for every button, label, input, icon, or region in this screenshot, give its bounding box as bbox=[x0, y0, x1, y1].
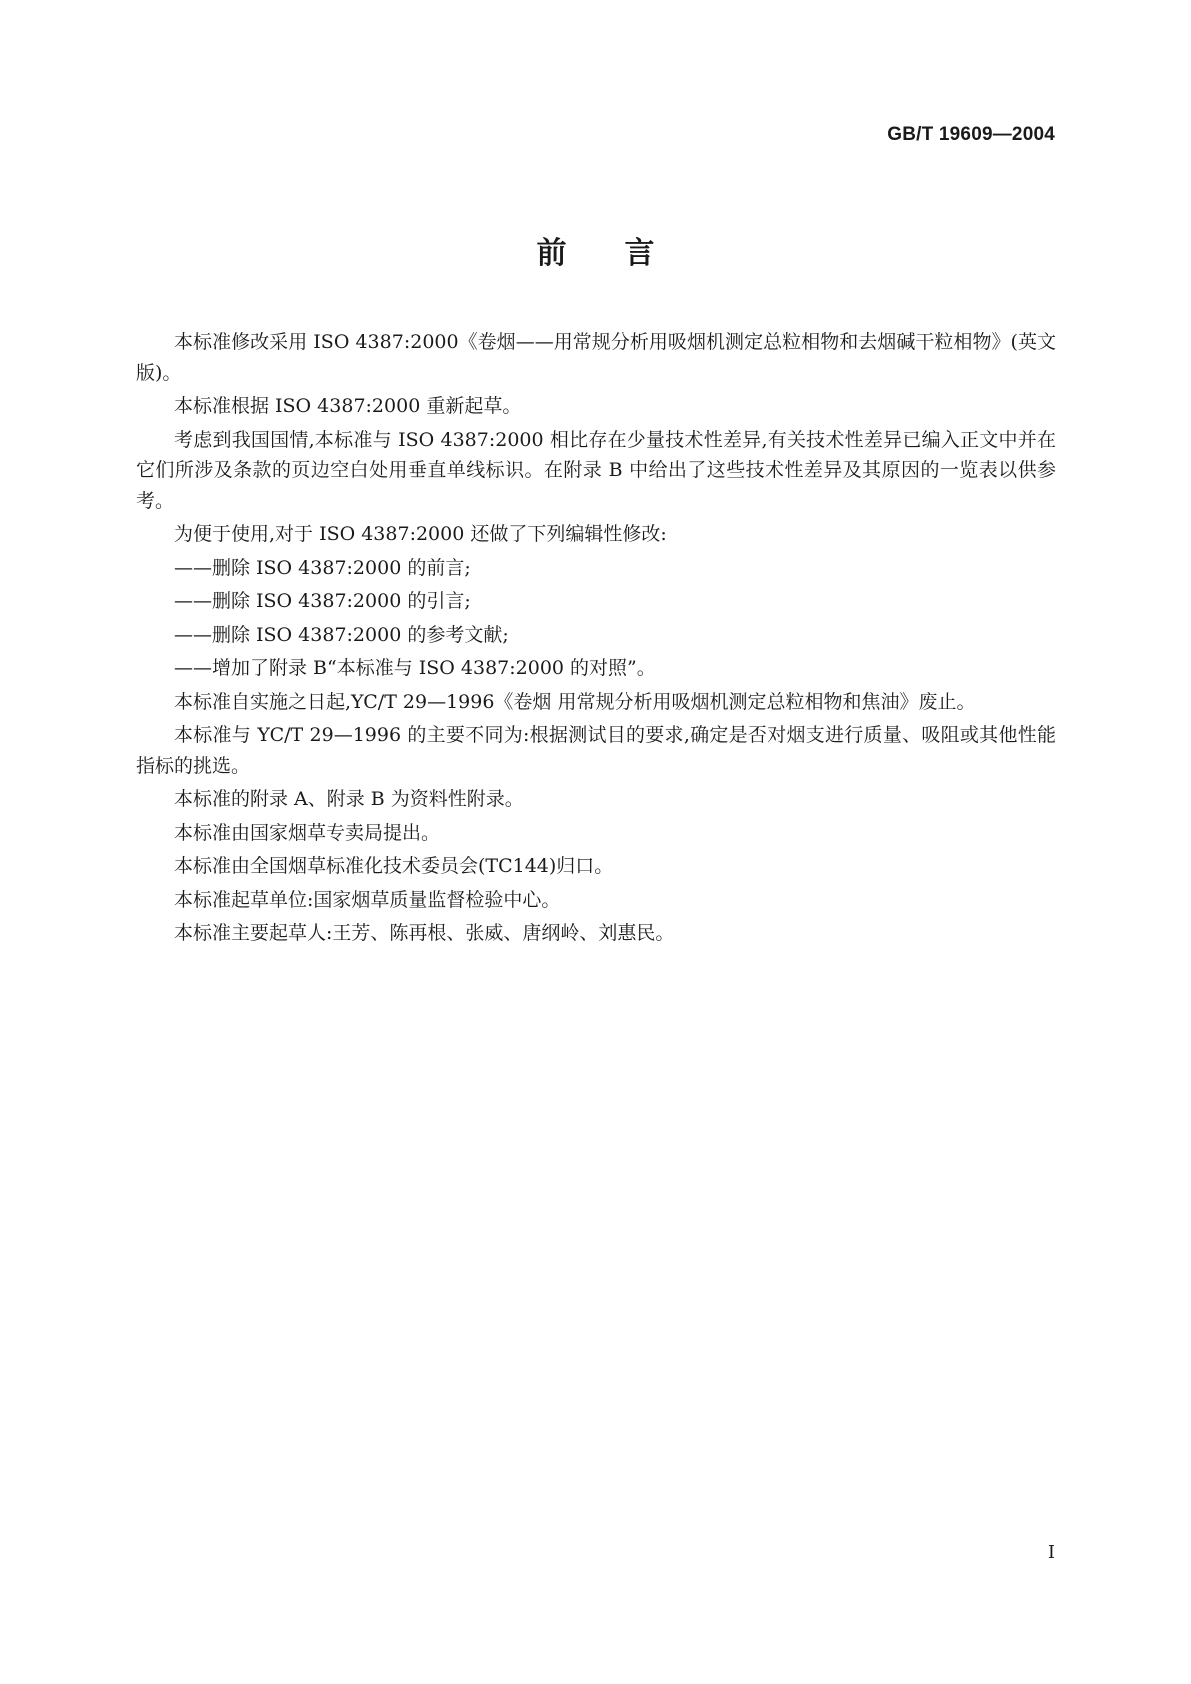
paragraph-drafters: 本标准主要起草人:王芳、陈再根、张威、唐纲岭、刘惠民。 bbox=[174, 922, 675, 944]
paragraph-centralized-by: 本标准由全国烟草标准化技术委员会(TC144)归口。 bbox=[174, 855, 614, 877]
paragraph-editorial-intro: 为便于使用,对于 ISO 4387:2000 还做了下列编辑性修改: bbox=[174, 523, 667, 545]
standard-number: GB/T 19609—2004 bbox=[887, 124, 1055, 145]
page-title: 前言 bbox=[536, 236, 713, 271]
paragraph-main-differences: 本标准与 YC/T 29—1996 的主要不同为:根据测试目的要求,确定是否对烟支进行质量、吸阻或其他性能指标的挑选。 bbox=[136, 724, 1056, 777]
list-item: ——删除 ISO 4387:2000 的参考文献; bbox=[174, 623, 509, 646]
list-item: ——删除 ISO 4387:2000 的引言; bbox=[174, 590, 471, 612]
paragraph-adoption: 本标准修改采用 ISO 4387:2000《卷烟——用常规分析用吸烟机测定总粒相物和去烟碱干粒相物》(英文版)。 bbox=[136, 331, 1056, 384]
paragraph-supersedes: 本标准自实施之日起,YC/T 29—1996《卷烟 用常规分析用吸烟机测定总粒相物和焦油》废止。 bbox=[174, 690, 976, 713]
paragraph-drafting-unit: 本标准起草单位:国家烟草质量监督检验中心。 bbox=[174, 888, 561, 911]
paragraph-annexes: 本标准的附录 A、附录 B 为资料性附录。 bbox=[174, 788, 524, 810]
foreword-body bbox=[136, 327, 1056, 952]
paragraph-technical-differences: 考虑到我国国情,本标准与 ISO 4387:2000 相比存在少量技术性差异,有关技术性差异已编入正文中并在它们所涉及条款的页边空白处用垂直单线标识。在附录 B 中给出了这些技术性差异及其原因的一览表以供参考。 bbox=[136, 428, 1056, 512]
list-item: ——删除 ISO 4387:2000 的前言; bbox=[174, 556, 471, 579]
paragraph-proposed-by: 本标准由国家烟草专卖局提出。 bbox=[174, 821, 441, 844]
page-number: I bbox=[1047, 1542, 1055, 1563]
list-item: ——增加了附录 B“本标准与 ISO 4387:2000 的对照”。 bbox=[174, 657, 656, 679]
paragraph-redraft: 本标准根据 ISO 4387:2000 重新起草。 bbox=[174, 395, 522, 417]
